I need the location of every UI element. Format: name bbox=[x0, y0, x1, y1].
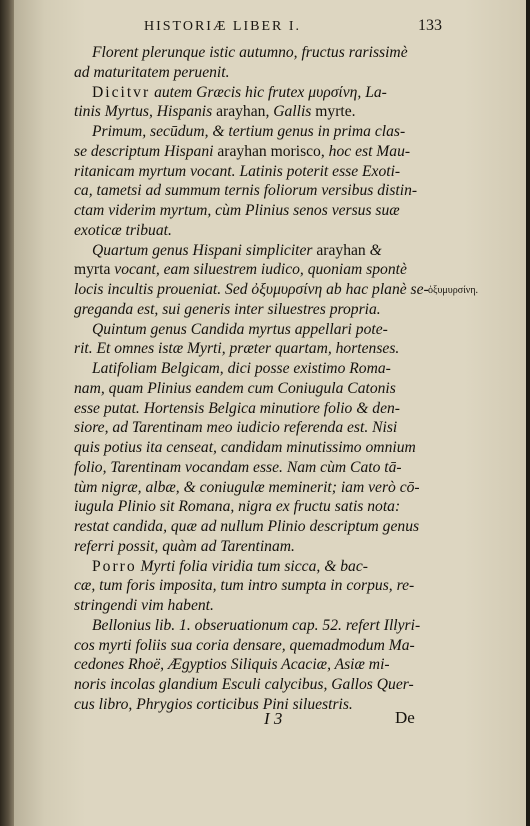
running-head: HISTORIÆ LIBER I. bbox=[144, 19, 302, 34]
text-line: cæ, tum foris imposita, tum intro sumpta in corpus, re- bbox=[74, 577, 415, 595]
text-line: stringendi vim habent. bbox=[74, 597, 214, 614]
text-line: iugula Plinio sit Romana, nigra ex fructu satis nota: bbox=[74, 498, 401, 516]
text-span: Dicitvr bbox=[92, 83, 151, 101]
text-span: arayhan bbox=[316, 241, 366, 259]
text-line: cedones Rhoë, Ægyptios Siliquis Acaciæ, Asiæ mi- bbox=[74, 656, 390, 674]
text-span: se descriptum Hispani bbox=[74, 142, 218, 160]
signature-mark: I 3 bbox=[264, 709, 283, 728]
text-span: myrta bbox=[74, 261, 111, 279]
page-number: 133 bbox=[418, 17, 442, 34]
text-span: myrte. bbox=[315, 103, 356, 121]
text-line: folio, Tarentinam vocandam esse. Nam cùm Cato tā- bbox=[74, 458, 402, 476]
margin-note: ὀξυμυρσίνη. bbox=[428, 285, 479, 296]
catchword: De bbox=[395, 708, 415, 727]
text-span: autem Græcis hic frutex μυρσίνη, La- bbox=[150, 83, 387, 101]
text-line: Florent plerunque istic autumno, fructus rarissimè bbox=[92, 44, 408, 61]
text-line bbox=[74, 142, 434, 162]
text-line: Latifoliam Belgicam, dici posse existimo Roma- bbox=[92, 360, 391, 377]
text-line: noris incolas glandium Esculi calycibus, Gallos Quer- bbox=[74, 676, 414, 693]
text-line: ca, tametsi ad summum ternis foliorum versibus distin- bbox=[74, 182, 418, 200]
text-line: Primum, secūdum, & tertium genus in prima clas- bbox=[92, 123, 406, 140]
text-span: & bbox=[365, 241, 382, 259]
text-span: Quartum genus Hispani simpliciter bbox=[92, 241, 317, 259]
text-span: vocant, eam siluestrem iudico, quoniam spontè bbox=[110, 261, 407, 279]
text-line: esse putat. Hortensis Belgica minutiore folio & den- bbox=[74, 399, 400, 417]
book-gutter bbox=[0, 0, 14, 826]
text-line: siore, ad Tarentinam meo iudicio referenda est. Nisi bbox=[74, 419, 398, 437]
text-span: Myrti folia viridia tum sicca, & bac- bbox=[136, 557, 368, 575]
text-line: referri possit, quàm ad Tarentinam. bbox=[74, 537, 295, 555]
text-line: cus libro, Phrygios corticibus Pini siluestris. bbox=[74, 695, 353, 713]
text-line: greganda est, sui generis inter siluestres propria. bbox=[74, 300, 381, 318]
text-line: ad maturitatem peruenit. bbox=[74, 63, 230, 81]
text-line bbox=[74, 260, 434, 280]
text-line: Quintum genus Candida myrtus appellari pote- bbox=[92, 320, 388, 338]
text-span: hoc est Mau- bbox=[324, 142, 411, 160]
text-line: Bellonius lib. 1. obseruationum cap. 52. refert Illyri- bbox=[92, 616, 421, 634]
text-line: tùm nigræ, albæ, & coniugulæ meminerit; iam verò cō- bbox=[74, 478, 420, 496]
text-line: ctam viderim myrtum, cùm Plinius senos versus suæ bbox=[74, 202, 400, 219]
text-line bbox=[74, 102, 434, 122]
text-line: locis incultis proueniat. Sed ὀξυμυρσίνη ab hac planè se- bbox=[74, 281, 429, 298]
book-page bbox=[14, 0, 526, 826]
text-line: nam, quam Plinius eandem cum Coniugula Catonis bbox=[74, 379, 396, 397]
text-line bbox=[74, 557, 434, 577]
text-line: rit. Et omnes istæ Myrti, præter quartam, hortenses. bbox=[74, 340, 400, 358]
text-line bbox=[74, 83, 434, 103]
text-span: tinis Myrtus, Hispanis bbox=[74, 103, 217, 121]
text-span: arayhan morisco, bbox=[217, 142, 325, 160]
text-line: ritanicam myrtum vocant. Latinis poterit esse Exoti- bbox=[74, 162, 401, 180]
text-span: Porro bbox=[92, 557, 137, 575]
text-line: exoticæ tribuat. bbox=[74, 221, 172, 239]
text-line: cos myrti foliis sua coria densare, quemadmodum Ma- bbox=[74, 636, 415, 654]
text-line: quis potius ita censeat, candidam minutissimo omnium bbox=[74, 439, 416, 456]
text-line bbox=[74, 241, 434, 261]
text-span: arayhan bbox=[216, 103, 266, 121]
text-block bbox=[74, 43, 434, 715]
text-line: restat candida, quæ ad nullum Plinio descriptum genus bbox=[74, 518, 420, 535]
text-span: , Gallis bbox=[265, 103, 316, 121]
